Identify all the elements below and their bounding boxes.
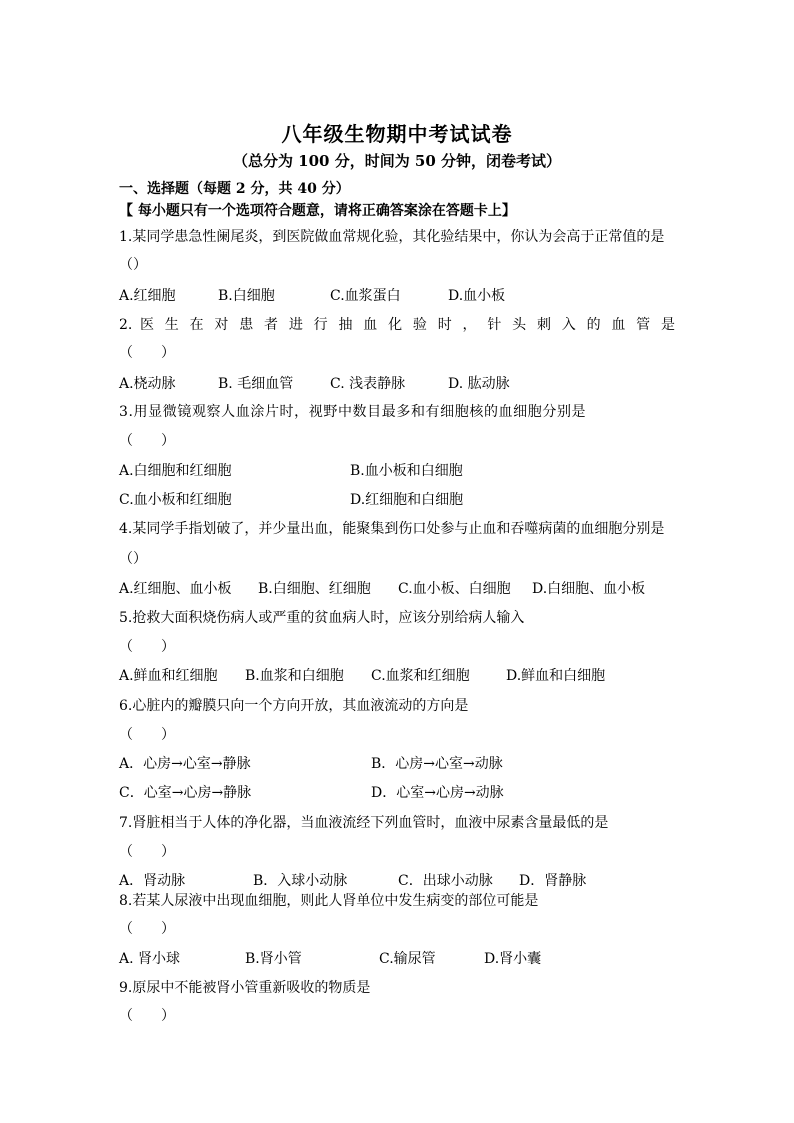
question-1-option-b: B.白细胞 [218, 288, 275, 304]
question-2-option-a: A.桡动脉 [119, 376, 176, 392]
question-5-paren: （ ） [119, 639, 175, 655]
question-6-paren: （ ） [119, 727, 175, 743]
question-4-option-c: C.血小板、白细胞 [398, 581, 511, 597]
question-3-option-d: D.红细胞和白细胞 [350, 492, 464, 508]
question-5-option-d: D.鲜血和白细胞 [506, 668, 606, 684]
question-6-option-d: D．心室→心房→动脉 [371, 785, 504, 801]
question-8-option-c: C.输尿管 [379, 951, 436, 967]
question-1-stem: 1.某同学患急性阑尾炎，到医院做血常规化验，其化验结果中，你认为会高于正常值的是 [119, 229, 665, 245]
question-2-paren: （ ） [119, 345, 175, 361]
question-2-option-d: D. 肱动脉 [448, 376, 510, 392]
question-2-stem: 2. 医 生 在 对 患 者 进 行 抽 血 化 验 时 ， 针 头 刺 入 的 血 管 是 [119, 317, 675, 333]
question-5-stem: 5.抢救大面积烧伤病人或严重的贫血病人时，应该分别给病人输入 [119, 610, 525, 626]
question-4-option-b: B.白细胞、红细胞 [258, 581, 371, 597]
question-2-option-c: C. 浅表静脉 [330, 376, 406, 392]
question-4-option-d: D.白细胞、血小板 [532, 581, 646, 597]
question-7-option-d: D．肾静脉 [519, 873, 587, 889]
question-6-option-b: B．心房→心室→动脉 [371, 756, 503, 772]
question-7-option-b: B．入球小动脉 [253, 873, 348, 889]
question-3-option-a: A.白细胞和红细胞 [119, 463, 232, 479]
question-5-option-b: B.血浆和白细胞 [245, 668, 344, 684]
question-8-option-d: D.肾小囊 [484, 951, 542, 967]
question-2-option-b: B. 毛细血管 [218, 376, 294, 392]
question-8-paren: （ ） [119, 921, 175, 937]
page-title: 八年级生物期中考试试卷 [281, 122, 513, 146]
question-3-option-c: C.血小板和红细胞 [119, 492, 232, 508]
question-1-option-c: C.血浆蛋白 [330, 288, 401, 304]
question-5-option-a: A.鲜血和红细胞 [119, 668, 218, 684]
question-8-option-a: A. 肾小球 [119, 951, 181, 967]
question-7-stem: 7.肾脏相当于人体的净化器，当血液流经下列血管时，血液中尿素含量最低的是 [119, 815, 609, 831]
question-6-stem: 6.心脏内的瓣膜只向一个方向开放，其血液流动的方向是 [119, 698, 469, 714]
question-3-paren: （ ） [119, 433, 175, 449]
question-7-option-a: A．肾动脉 [119, 873, 186, 889]
question-7-paren: （ ） [119, 844, 175, 860]
question-9-stem: 9.原尿中不能被肾小管重新吸收的物质是 [119, 980, 371, 996]
exam-info-subtitle: （总分为 100 分，时间为 50 分钟，闭卷考试） [232, 152, 562, 170]
question-8-option-b: B.肾小管 [245, 951, 302, 967]
question-4-option-a: A.红细胞、血小板 [119, 581, 232, 597]
question-6-option-a: A．心房→心室→静脉 [119, 756, 251, 772]
question-7-option-c: C．出球小动脉 [398, 873, 493, 889]
question-1-option-d: D.血小板 [448, 288, 506, 304]
question-4-stem: 4.某同学手指划破了，并少量出血，能聚集到伤口处参与止血和吞噬病菌的血细胞分别是 [119, 521, 665, 537]
question-6-option-c: C．心室→心房→静脉 [119, 785, 252, 801]
question-3-option-b: B.血小板和白细胞 [350, 463, 463, 479]
question-1-option-a: A.红细胞 [119, 288, 176, 304]
section-instruction: 【 每小题只有一个选项符合题意，请将正确答案涂在答题卡上】 [119, 203, 516, 219]
section-heading: 一、选择题（每题 2 分，共 40 分） [119, 181, 350, 197]
question-8-stem: 8.若某人尿液中出现血细胞，则此人肾单位中发生病变的部位可能是 [119, 893, 539, 909]
question-1-paren: （） [119, 257, 147, 273]
question-4-paren: （） [119, 551, 147, 567]
question-3-stem: 3.用显微镜观察人血涂片时，视野中数目最多和有细胞核的血细胞分别是 [119, 404, 587, 420]
question-5-option-c: C.血浆和红细胞 [371, 668, 470, 684]
question-9-paren: （ ） [119, 1008, 175, 1024]
